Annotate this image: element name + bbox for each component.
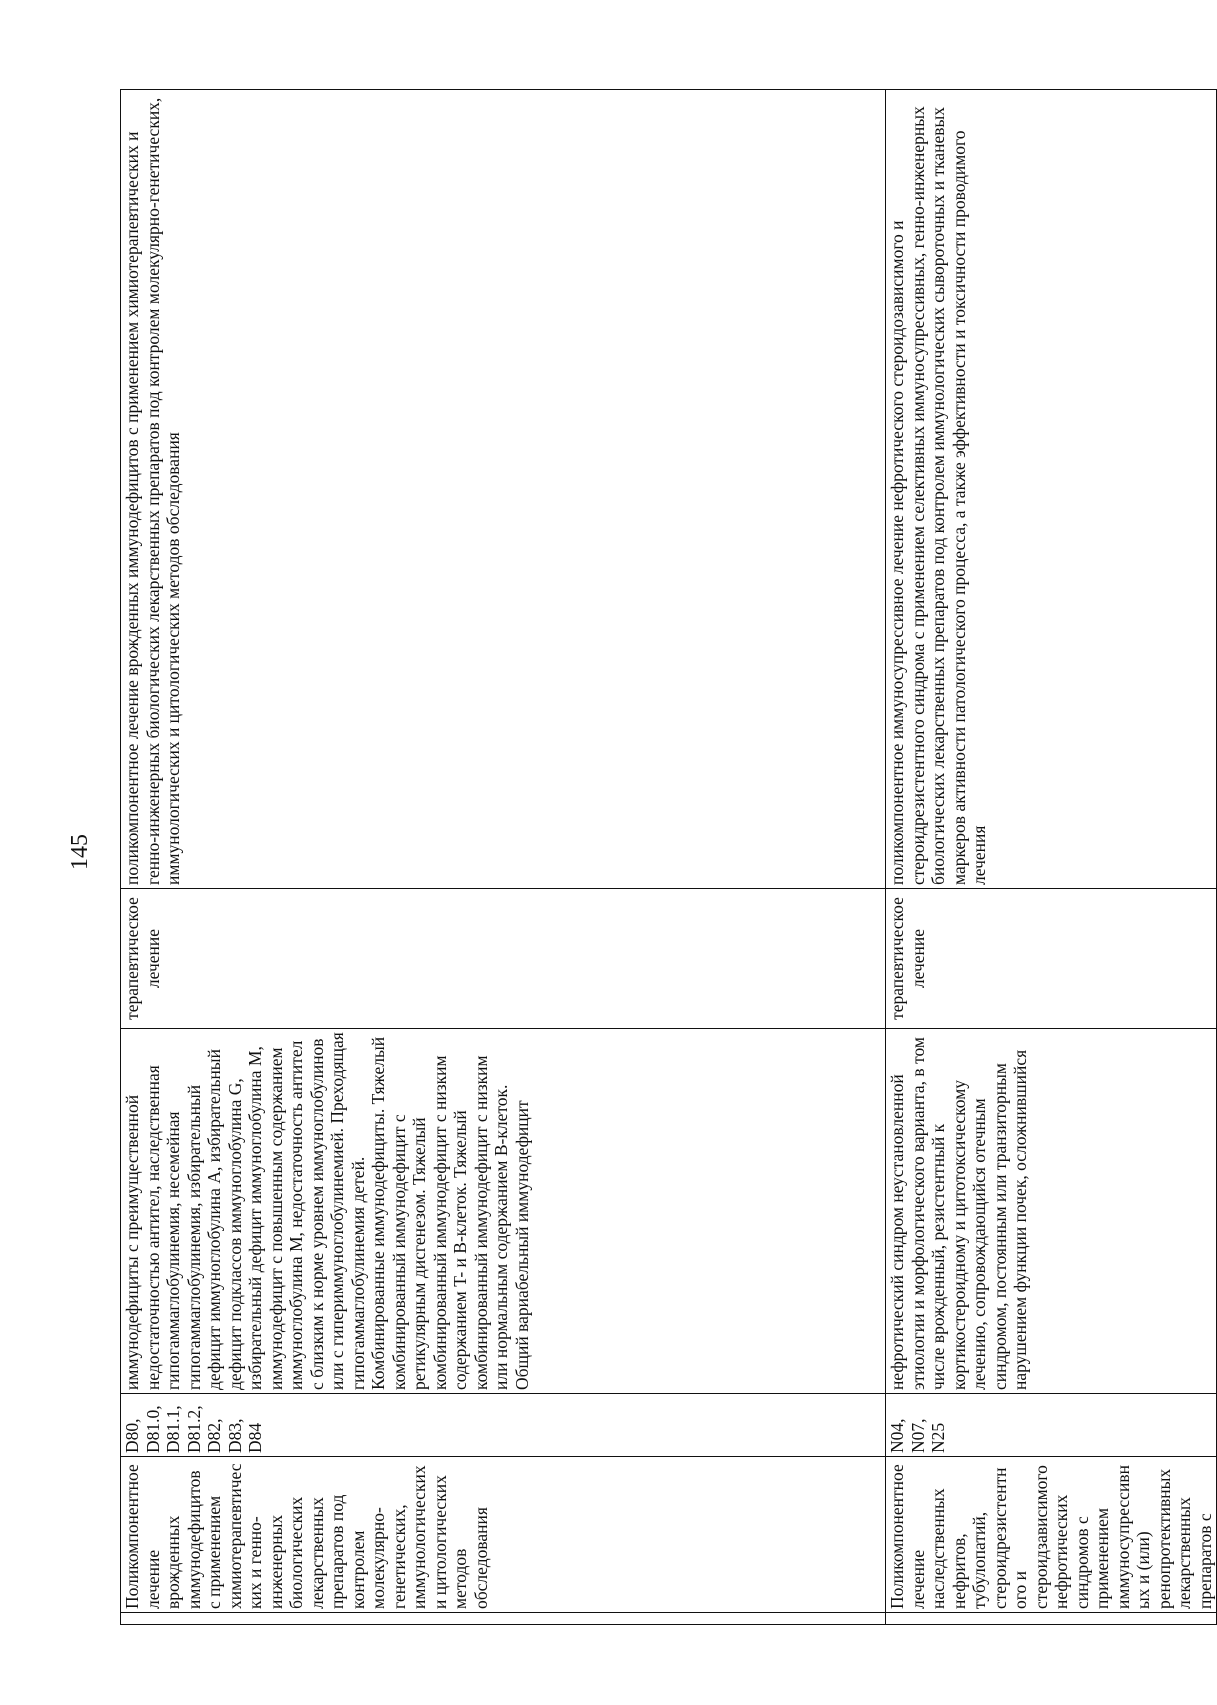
treatment-table [120, 89, 1217, 1625]
treatment-method-cell: поликомпонентное иммуносупрессивное лечение нефротического стероидозависимого и стероидрезистентного синдрома с применением селективных иммуносупрессивных, генно-инженерных биологических лекарственных препаратов под контролем иммунологических сывороточных и тканевых маркеров активности патологического процесса, а также эффективности и токсичности проводимого лечения [886, 90, 1217, 889]
icd-codes-cell: D80, D81.0, D81.1, D81.2, D82, D83, D84 [121, 1394, 886, 1457]
rotated-page [120, 90, 1215, 1625]
table-row [121, 90, 886, 1625]
treatment-method-cell: поликомпонентное лечение врожденных иммунодефицитов с применением химиотерапевтических и генно-инженерных биологических лекарственных препаратов под контролем молекулярно-генетических, иммунологических и цитологических методов обследования [121, 90, 886, 889]
page-number: 145 [67, 834, 93, 870]
treatment-type-cell: терапевтическое лечение [886, 889, 1217, 1029]
treatment-name-cell: Поликомпонентное лечение наследственных нефритов, тубулопатий, стероидрезистентного и стероидзависимого нефротических синдромов с применением иммуносупрессивных и (или) ренопротективных лекарственных препаратов с [886, 1457, 1217, 1613]
icd-codes-cell: N04, N07, N25 [886, 1394, 1217, 1457]
row-lead-cell [121, 1613, 886, 1625]
treatment-type-cell: терапевтическое лечение [121, 889, 886, 1029]
table-row [886, 90, 1217, 1625]
patient-model-cell: иммунодефициты с преимущественной недостаточностью антител, наследственная гипогаммаглобулинемия, несемейная гипогаммаглобулинемия, избирательный дефицит иммуноглобулина A, избирательный дефицит подклассов иммуноглобулина G, избирательный дефицит иммуноглобулина M, иммунодефицит с повышенным содержанием иммуноглобулина M, недостаточность антител с близким к норме уровнем иммуноглобулинов или с гипериммуноглобулинемией. Преходящая гипогаммаглобулинемия детей. Комбинированные иммунодефициты. Тяжелый комбинированный иммунодефицит с ретикулярным дисгенезом. Тяжелый комбинированный иммунодефицит с низким содержанием T- и B-клеток. Тяжелый комбинированный иммунодефицит с низким или нормальным содержанием B-клеток. Общий вариабельный иммунодефицит [121, 1029, 886, 1394]
treatment-name-cell: Поликомпонентное лечение врожденных иммунодефицитов с применением химиотерапевтических и генно-инженерных биологических лекарственных препаратов под контролем молекулярно-генетических, иммунологических и цитологических методов обследования [121, 1457, 886, 1613]
patient-model-cell: нефротический синдром неустановленной этиологии и морфологического варианта, в том числе врожденный, резистентный к кортикостероидному и цитотоксическому лечению, сопровождающийся отечным синдромом, постоянным или транзиторным нарушением функции почек, осложнившийся [886, 1029, 1217, 1394]
row-lead-cell [886, 1613, 1217, 1625]
